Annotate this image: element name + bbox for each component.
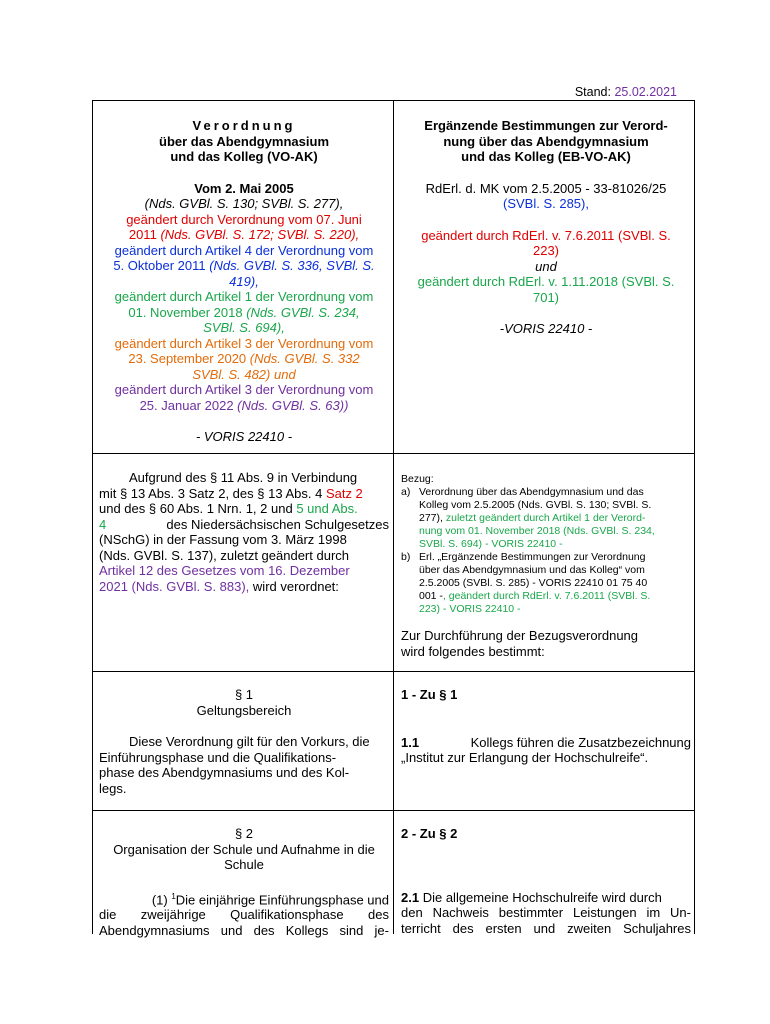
section-title: Geltungsbereich — [196, 702, 292, 718]
amendment-line: 25. Januar 2022 (Nds. GVBl. S. 63)) — [139, 397, 349, 413]
stand-date: 25.02.2021 — [614, 85, 677, 99]
amendment-line: 419), — [229, 273, 259, 289]
section-heading: 2 - Zu § 2 — [401, 826, 458, 841]
decree-reference-line2: (SVBl. S. 285), — [503, 196, 589, 211]
row-divider-1 — [93, 453, 694, 454]
amendment-line: 23. September 2020 (Nds. GVBl. S. 332 — [128, 351, 360, 366]
preamble: Aufgrund des § 11 Abs. 9 in Verbindung mit § 13 Abs. 3 Satz 2, des § 13 Abs. 4 Satz 2 und des § 60 Abs. 1 Nrn. 1, 2 und 5 und Abs. 4 des Niedersächsischen Schulgesetzes (NSchG) in der Fassung vom 3. März 1998 (Nds. GVBl. S. 137), zuletzt geändert durch Artikel 12 des Gesetzes vom 16. Dezember 2021 (Nds. GVBl. S. 883), wird verordnet: — [99, 470, 389, 594]
section-text: Diese Verordnung gilt für den Vorkurs, die Einführungsphase und die Qualifikations- phase des Abendgymnasiums und des Kol- legs. — [99, 734, 370, 796]
regulation-title-line3: und das Kolleg (VO-AK) — [170, 149, 318, 164]
section-number: § 2 — [234, 826, 254, 841]
row-divider-2 — [93, 671, 694, 672]
section-text: (1) $^1$Die einjährige Einführungsphase und die zweijährige Qualifikationsphase des Abendgymnasiums und des Kollegs sind je- — [99, 891, 389, 938]
stand-label: Stand: — [574, 85, 611, 99]
reference-block — [401, 473, 691, 659]
amendment-line: geändert durch Artikel 3 der Verordnung vom — [114, 382, 374, 397]
amendment-line: geändert durch Artikel 4 der Verordnung vom — [114, 242, 374, 258]
amendment-line: geändert durch Artikel 3 der Verordnung vom — [114, 335, 374, 351]
amendment-line: (Nds. GVBl. S. 130; SVBl. S. 277), — [144, 196, 344, 211]
voris-reference: -VORIS 22410 - — [499, 321, 593, 336]
amendment-line: SVBl. S. 694), — [203, 320, 285, 335]
amendment-line: 5. Oktober 2011 (Nds. GVBl. S. 336, SVBl. S. — [113, 258, 375, 273]
stand-line — [575, 85, 677, 99]
section-2-notes: 2 - Zu § 2 2.1 Die allgemeine Hochschulreife wird durch den Nachweis bestimmter Leistungen im Un- terricht des ersten und zweiten Schuljahres — [401, 826, 691, 936]
section-1-notes: 1 - Zu § 1 1.1 Kollegs führen die Zusatzbezeichnung „Institut zur Erlangung der Hochschulreife“. — [401, 687, 691, 765]
regulation-title-line2: über das Abendgymnasium — [159, 133, 329, 149]
regulation-header — [99, 118, 389, 445]
section-number: § 1 — [234, 687, 254, 702]
regulation-date: Vom 2. Mai 2005 — [194, 180, 294, 196]
section-1 — [99, 687, 389, 796]
amendment-line: 01. November 2018 (Nds. GVBl. S. 234, — [128, 304, 360, 320]
section-title: Organisation der Schule und Aufnahme in die — [113, 841, 375, 857]
voris-reference: - VORIS 22410 - — [195, 429, 293, 444]
decree-amendment: geändert durch RdErl. v. 1.11.2018 (SVBl. S. — [417, 274, 675, 289]
reference-label: Bezug: — [401, 473, 434, 485]
decree-reference: RdErl. d. MK vom 2.5.2005 - 33-81026/25 — [425, 180, 667, 196]
supplementary-title: Ergänzende Bestimmungen zur Verord- — [424, 118, 668, 133]
decree-amendment: 223) — [532, 243, 560, 258]
decree-amendment: 701) — [532, 289, 560, 305]
row-divider-3 — [93, 810, 694, 811]
supplementary-title-line3: und das Kolleg (EB-VO-AK) — [461, 149, 631, 164]
decree-conjunction: und — [535, 258, 557, 274]
reference-item-a: a) Verordnung über das Abendgymnasium und das Kolleg vom 2.5.2005 (Nds. GVBl. S. 130; SVBl. S. 277), zuletzt geändert durch Artikel 1 der Verord- nung vom 01. November 2018 (Nds. GVBl. S. 234, SVBl. S. 694) - VORIS 22410 - — [401, 486, 655, 550]
document-table — [92, 100, 695, 938]
supplementary-title-line2: nung über das Abendgymnasium — [443, 133, 649, 149]
section-title-line2: Schule — [224, 857, 264, 872]
amendment-line: 2011 (Nds. GVBl. S. 172; SVBl. S. 220), — [128, 227, 360, 242]
regulation-title: Verordnung — [192, 118, 296, 133]
amendment-line: geändert durch Artikel 1 der Verordnung vom — [114, 289, 374, 304]
decree-amendment: geändert durch RdErl. v. 7.6.2011 (SVBl. S. — [421, 227, 671, 243]
section-2 — [99, 826, 389, 938]
amendment-line: geändert durch Verordnung vom 07. Juni — [126, 211, 362, 227]
reference-item-b: b) Erl. „Ergänzende Bestimmungen zur Verordnung über das Abendgymnasium und das Kolleg“ vom 2.5.2005 (SVBl. S. 285) - VORIS 22410 01 75 40 001 -, geändert durch RdErl. v. 7.6.2011 (SVBl. S. 223) - VORIS 22410 - — [401, 551, 651, 615]
implementation-note-line2: wird folgendes bestimmt: — [401, 643, 545, 659]
supplementary-header — [401, 118, 691, 337]
amendment-line: SVBl. S. 482) und — [192, 366, 296, 382]
implementation-note: Zur Durchführung der Bezugsverordnung — [401, 628, 639, 643]
section-heading: 1 - Zu § 1 — [401, 687, 458, 702]
